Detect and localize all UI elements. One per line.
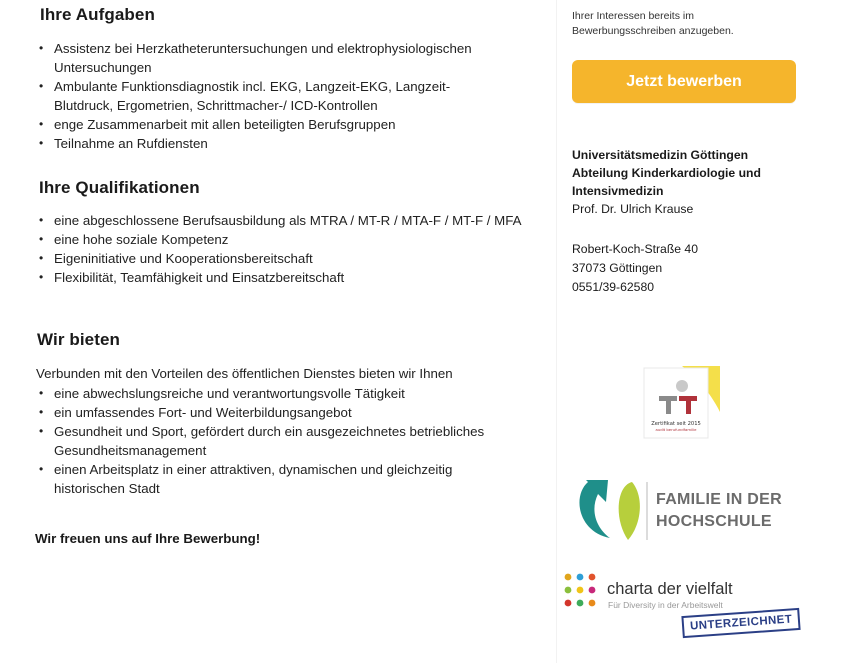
application-note: Ihrer Interessen bereits im Bewerbungsschreiben anzugeben. — [572, 10, 734, 37]
audit-berufundfamilie-logo — [642, 366, 720, 444]
phone[interactable]: 0551/39-62580 — [572, 280, 655, 294]
list-item: • Assistenz bei Herzkatheteruntersuchungen und elektrophysiologischen Untersuchungen — [36, 39, 526, 77]
family-logo-text: FAMILIE IN DER HOCHSCHULE — [656, 491, 782, 530]
bieten-list — [36, 384, 516, 498]
section-title-aufgaben: Ihre Aufgaben — [40, 5, 155, 24]
list-item: • Flexibilität, Teamfähigkeit und Einsatzbereitschaft — [36, 268, 526, 287]
column-divider — [556, 0, 557, 663]
list-item: • Gesundheit und Sport, gefördert durch ein ausgezeichnetes betriebliches Gesundheitsmanagement — [36, 422, 516, 460]
list-item: • enge Zusammenarbeit mit allen beteiligten Berufsgruppen — [36, 115, 526, 134]
list-item: • Eigeninitiative und Kooperationsbereitschaft — [36, 249, 526, 268]
contact-address — [572, 240, 698, 297]
list-item: • eine hohe soziale Kompetenz — [36, 230, 526, 249]
qualifikationen-list — [36, 211, 526, 287]
list-item: • einen Arbeitsplatz in einer attraktiven, dynamischen und gleichzeitig historischen Stadt — [36, 460, 516, 498]
closing-text: Wir freuen uns auf Ihre Bewerbung! — [35, 531, 261, 546]
contact-person: Prof. Dr. Ulrich Krause — [572, 202, 694, 216]
bieten-intro: Verbunden mit den Vorteilen des öffentlichen Dienstes bieten wir Ihnen — [36, 366, 453, 381]
charta-subtitle: Für Diversity in der Arbeitswelt — [608, 600, 723, 610]
list-item: • Ambulante Funktionsdiagnostik incl. EKG, Langzeit-EKG, Langzeit-Blutdruck, Ergometrien, Schrittmacher-/ ICD-Kontrollen — [36, 77, 506, 115]
list-item: • Teilnahme an Rufdiensten — [36, 134, 526, 153]
contact-organization: Universitätsmedizin Göttingen Abteilung Kinderkardiologie und Intensivmedizin Prof. Dr. Ulrich Krause — [572, 148, 761, 216]
list-item: • eine abwechslungsreiche und verantwortungsvolle Tätigkeit — [36, 384, 516, 403]
cert-caption: Zertifikat seit 2015 — [651, 421, 701, 427]
city: 37073 Göttingen — [572, 261, 663, 275]
list-item: • eine abgeschlossene Berufsausbildung als MTRA / MT-R / MTA-F / MT-F / MFA — [36, 211, 526, 230]
list-item: • ein umfassendes Fort- und Weiterbildungsangebot — [36, 403, 516, 422]
section-title-bieten: Wir bieten — [37, 330, 121, 349]
cert-caption-sub: audit berufundfamilie — [655, 427, 697, 432]
apply-button[interactable]: Jetzt bewerben — [572, 60, 796, 103]
charta-title: charta der vielfalt — [607, 580, 733, 598]
aufgaben-list — [36, 39, 526, 153]
unterzeichnet-stamp: UNTERZEICHNET — [681, 608, 801, 638]
street: Robert-Koch-Straße 40 — [572, 242, 698, 256]
section-title-qualifikationen: Ihre Qualifikationen — [39, 178, 200, 197]
